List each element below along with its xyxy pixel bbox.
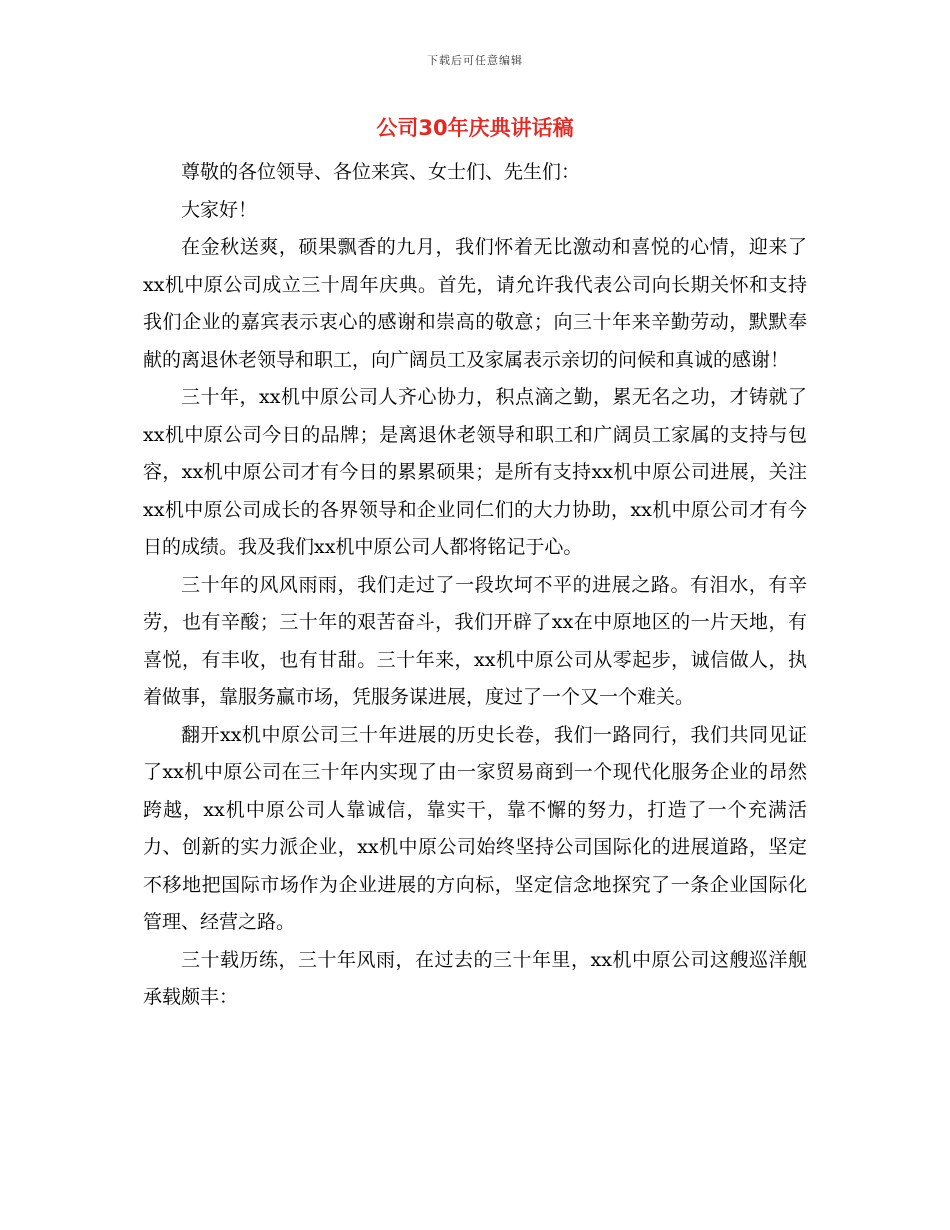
document-title: 公司30年庆典讲话稿	[376, 116, 574, 140]
paragraph: 三十载历练，三十年风雨，在过去的三十年里，xx机中原公司这艘巡洋舰承载颇丰：	[143, 948, 807, 1008]
paragraph-greeting: 大家好！	[181, 198, 258, 221]
paragraph-salutation: 尊敬的各位领导、各位来宾、女士们、先生们：	[181, 161, 581, 183]
paragraph: 翻开xx机中原公司三十年进展的历史长卷，我们一路同行，我们共同见证了xx机中原公司在三十年内实现了由一家贸易商到一个现代化服务企业的昂然跨越，xx机中原公司人靠诚信，靠实干，靠不懈的努力，打造了一个充满活力、创新的实力派企业，xx机中原公司始终坚持公司国际化的进展道路，坚定不移地把国际市场作为企业进展的方向标，坚定信念地探究了一条企业国际化管理、经营之路。	[143, 723, 807, 933]
document-body	[143, 154, 807, 1017]
page-header-note: 下载后可任意编辑	[427, 54, 523, 67]
paragraph: 三十年的风风雨雨，我们走过了一段坎坷不平的进展之路。有泪水，有辛劳，也有辛酸；三十年的艰苦奋斗，我们开辟了xx在中原地区的一片天地，有喜悦，有丰收，也有甘甜。三十年来，xx机中原公司从零起步，诚信做人，执着做事，靠服务赢市场，凭服务谋进展，度过了一个又一个难关。	[143, 573, 807, 708]
paragraph: 在金秋送爽，硕果飘香的九月，我们怀着无比激动和喜悦的心情，迎来了xx机中原公司成立三十周年庆典。首先，请允许我代表公司向长期关怀和支持我们企业的嘉宾表示衷心的感谢和崇高的敬意；向三十年来辛勤劳动，默默奉献的离退休老领导和职工，向广阔员工及家属表示亲切的问候和真诚的感谢！	[143, 236, 807, 371]
paragraph: 三十年，xx机中原公司人齐心协力，积点滴之勤，累无名之功，才铸就了xx机中原公司今日的品牌；是离退休老领导和职工和广阔员工家属的支持与包容，xx机中原公司才有今日的累累硕果；是所有支持xx机中原公司进展，关注xx机中原公司成长的各界领导和企业同仁们的大力协助，xx机中原公司才有今日的成绩。我及我们xx机中原公司人都将铭记于心。	[143, 386, 807, 558]
